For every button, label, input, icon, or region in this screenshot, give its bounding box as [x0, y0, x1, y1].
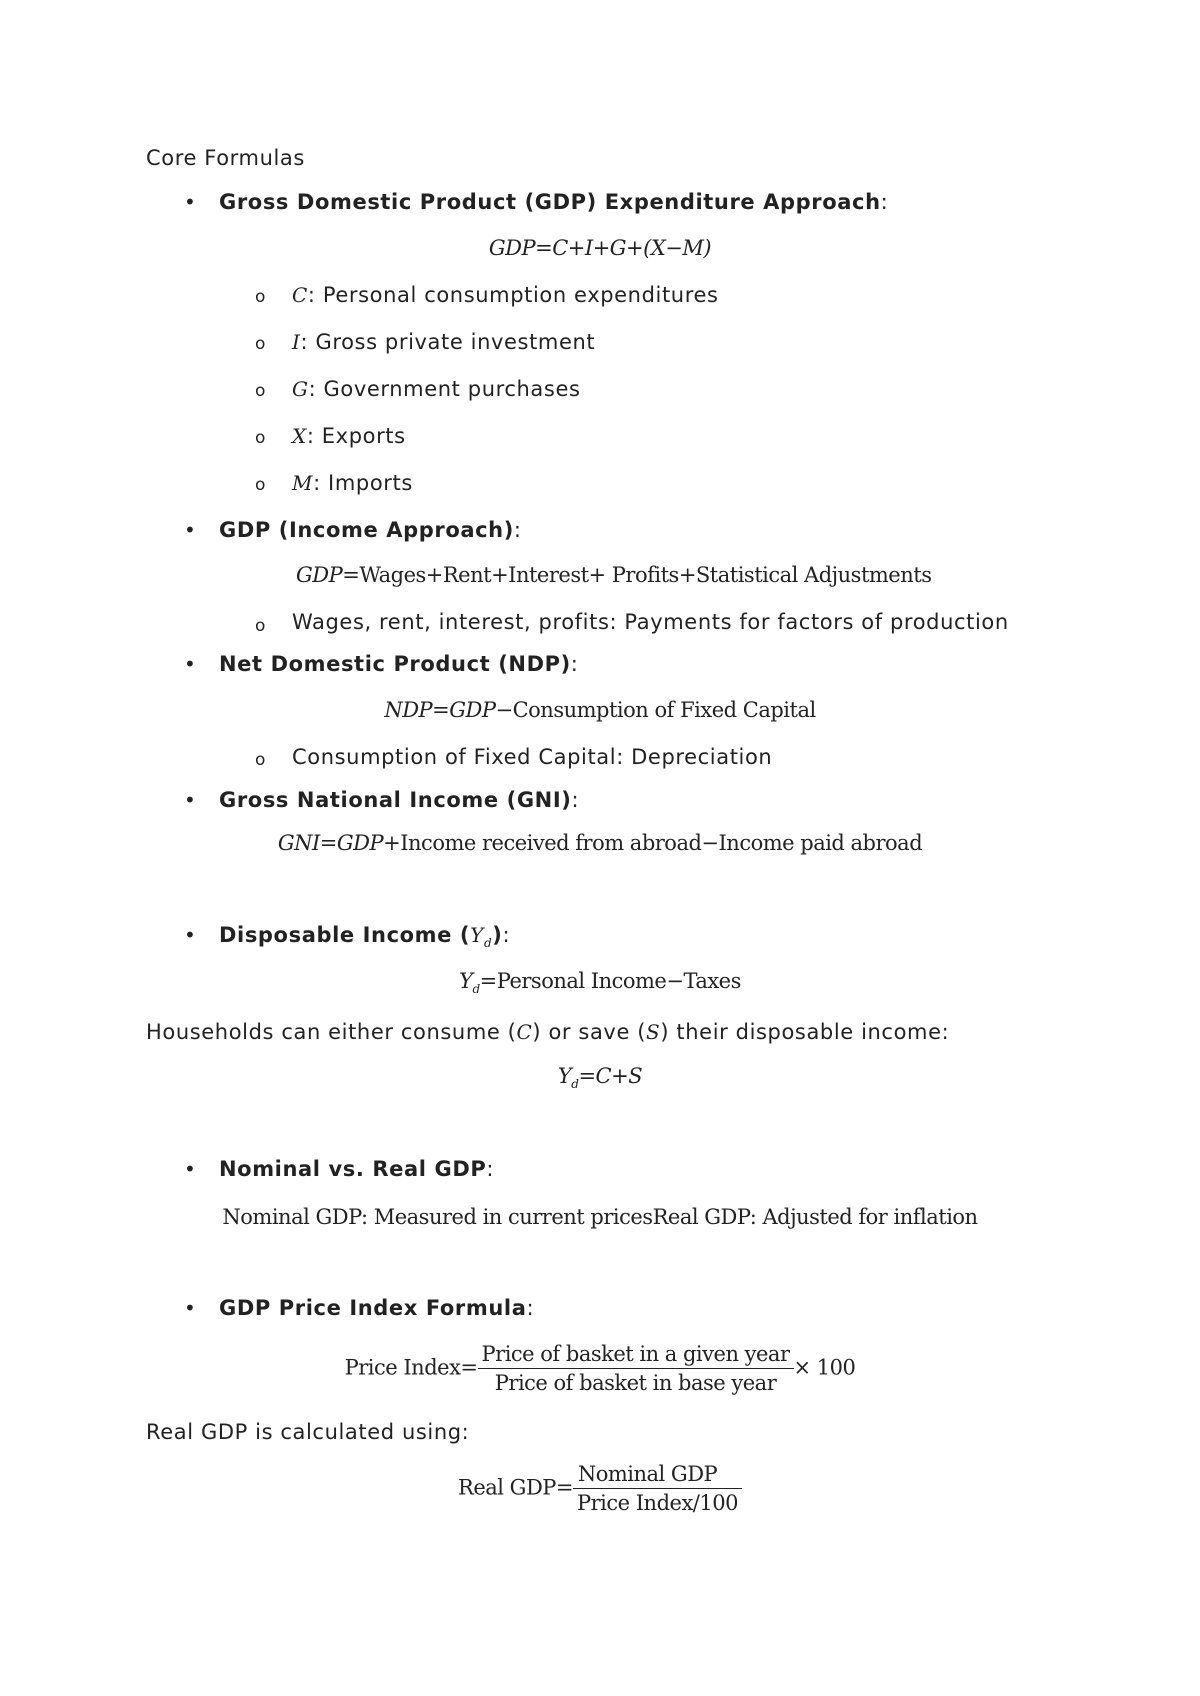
- bullet-icon: •: [184, 518, 196, 542]
- bullet-icon: •: [184, 1296, 196, 1320]
- gdp-income-title: GDP (Income Approach):: [219, 518, 522, 542]
- price-index-equation: Price Index= $\frac{\text{Price of basket in a given year}}{\text{Price of basket in base year}}$ × 100: [344, 1342, 856, 1395]
- disposable-equation: $Y_d=Personal$ Income−Taxes: [459, 969, 741, 997]
- section-heading: Core Formulas: [146, 146, 305, 170]
- disposable-title: Disposable Income $(Y_d)$:: [219, 923, 511, 951]
- sub-bullet-icon: o: [255, 287, 266, 307]
- sub-bullet-icon: o: [255, 428, 266, 448]
- ndp-note: Consumption of Fixed Capital: Depreciation: [292, 745, 773, 769]
- sub-bullet-icon: o: [255, 750, 266, 770]
- bullet-icon: •: [184, 190, 196, 214]
- gdp-income-note: Wages, rent, interest, profits: Payments for factors of production: [292, 610, 1009, 634]
- ndp-equation: NDP=GDP−Consumption of Fixed Capital: [384, 698, 816, 722]
- list-item: I: Gross private investment: [292, 330, 596, 354]
- gdp-expenditure-equation: GDP=C+I+G+(X−M): [488, 236, 712, 260]
- nominal-real-equation: Nominal GDP: Measured in current pricesReal GDP: Adjusted for inflation: [222, 1205, 978, 1229]
- price-index-fraction: $\frac{\text{Price of basket in a given year}}{\text{Price of basket in base year}}$: [478, 1344, 794, 1394]
- bullet-icon: •: [184, 652, 196, 676]
- list-item: C: Personal consumption expenditures: [292, 283, 719, 307]
- bullet-icon: •: [184, 788, 196, 812]
- real-gdp-sentence: Real GDP is calculated using:: [146, 1420, 470, 1444]
- real-gdp-equation: Real GDP= $\frac{\text{Nominal GDP}}{\text{Price Index/100}}$: [0, 1464, 1200, 1514]
- sub-bullet-icon: o: [255, 616, 266, 636]
- gdp-income-equation: GDP=Wages+Rent+Interest+ Profits+Statistical Adjustments: [296, 563, 932, 587]
- sub-bullet-icon: o: [255, 475, 266, 495]
- gdp-expenditure-title: Gross Domestic Product (GDP) Expenditure Approach:: [219, 190, 889, 214]
- list-item: X: Exports: [292, 424, 406, 448]
- disposable-sentence: Households can either consume (C) or save (S) their disposable income:: [146, 1020, 950, 1044]
- list-item: M: Imports: [292, 471, 413, 495]
- gni-equation: GNI=GDP+Income received from abroad−Income paid abroad: [277, 831, 923, 855]
- ndp-title: Net Domestic Product (NDP):: [219, 652, 579, 676]
- sub-bullet-icon: o: [255, 334, 266, 354]
- sub-bullet-icon: o: [255, 381, 266, 401]
- price-index-title: GDP Price Index Formula:: [219, 1296, 535, 1320]
- nominal-real-title: Nominal vs. Real GDP:: [219, 1157, 495, 1181]
- list-item: G: Government purchases: [292, 377, 581, 401]
- bullet-icon: •: [184, 923, 196, 947]
- gni-title: Gross National Income (GNI):: [219, 788, 580, 812]
- real-gdp-fraction: $\frac{\text{Nominal GDP}}{\text{Price Index/100}}$: [573, 1464, 742, 1514]
- bullet-icon: •: [184, 1157, 196, 1181]
- savings-equation: $Y_d=C+S$: [557, 1064, 643, 1092]
